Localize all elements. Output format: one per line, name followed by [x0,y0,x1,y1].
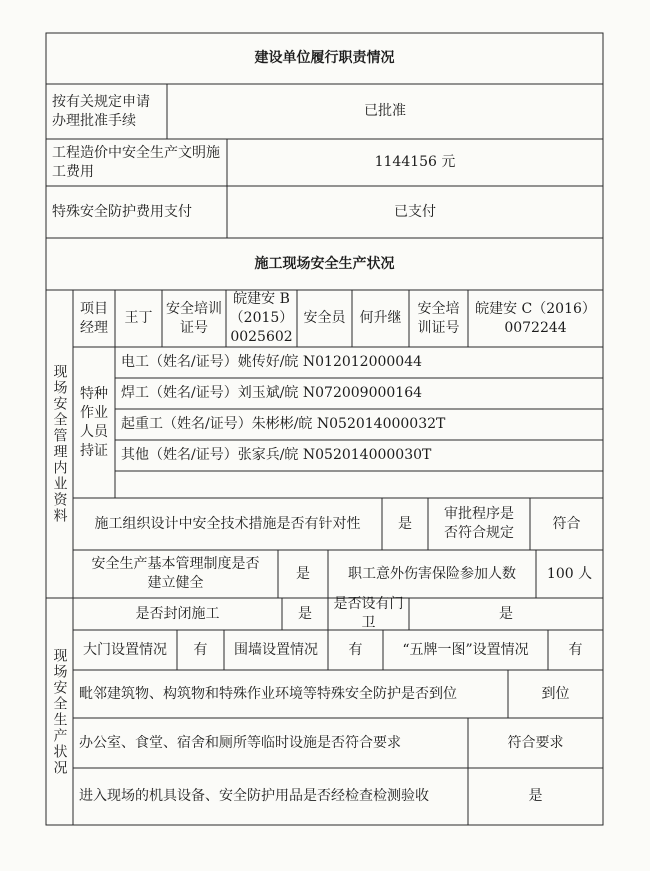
pm-label: 项目经理 [80,300,108,336]
guard-answer: 是 [499,605,513,622]
worker-empty [115,471,603,498]
insurance-question: 职工意外伤害保险参加人数 [348,565,516,582]
cost-value: 1144156 元 [374,154,456,170]
adjacent-protection-answer: 到位 [541,685,570,702]
section1-title: 建设单位履行职责情况 [254,50,395,66]
wall-question: 围墙设置情况 [234,641,318,658]
pm-cert: 皖建安 B（2015）0025602 [229,291,294,345]
org-design-answer: 是 [398,515,412,532]
boards-question: “五牌一图”设置情况 [402,641,529,658]
guard-question: 是否设有门卫 [333,596,404,631]
safety-officer-name: 何升继 [359,310,402,326]
safety-officer-label: 安全员 [303,310,346,326]
wall-answer: 有 [348,641,363,658]
equipment-question: 进入现场的机具设备、安全防护用品是否经检查检测验收 [79,788,429,804]
worker-electrician: 电工（姓名/证号）姚传好/皖 N012012000044 [121,354,423,370]
protection-fee-label: 特殊安全防护费用支付 [52,203,192,220]
facilities-question: 办公室、食堂、宿舍和厕所等临时设施是否符合要求 [79,734,401,751]
gate-question: 大门设置情况 [83,641,167,658]
pm-cert-label: 安全培训证号 [166,300,222,336]
system-answer: 是 [296,565,310,582]
worker-welder: 焊工（姓名/证号）刘玉斌/皖 N072009000164 [121,385,423,401]
protection-fee-value: 已支付 [394,203,436,220]
system-question: 安全生产基本管理制度是否建立健全 [91,556,260,591]
approval-procedure-answer: 符合 [552,515,581,532]
insurance-answer: 100 人 [546,565,593,582]
org-design-question: 施工组织设计中安全技术措施是否有针对性 [94,515,361,532]
gate-answer: 有 [193,641,208,658]
special-workers-label: 特种作业人员持证 [80,385,108,459]
pm-name: 王丁 [124,310,153,326]
approval-value: 已批准 [364,103,406,119]
so-cert: 皖建安 C（2016）0072244 [475,300,596,336]
boards-answer: 有 [568,641,583,658]
enclosed-question: 是否封闭施工 [135,605,220,622]
equipment-answer: 是 [528,788,543,804]
section2-title: 施工现场安全生产状况 [254,255,395,272]
enclosed-answer: 是 [298,605,312,622]
worker-crane: 起重工（姓名/证号）朱彬彬/皖 N052014000032T [121,416,446,432]
worker-other: 其他（姓名/证号）张家兵/皖 N052014000030T [121,447,432,463]
site-status-label: 现场安全生产状况 [51,647,68,776]
adjacent-protection-question: 毗邻建筑物、构筑物和特殊作业环境等特殊安全防护是否到位 [79,685,457,702]
facilities-answer: 符合要求 [507,734,564,751]
so-cert-label: 安全培训证号 [417,300,460,336]
cost-label: 工程造价中安全生产文明施工费用 [52,144,220,180]
approval-procedure-question: 审批程序是否符合规定 [444,506,514,541]
mgmt-records-label: 现场安全管理内业资料 [51,364,68,524]
approval-label: 按有关规定申请办理批准手续 [52,93,150,129]
